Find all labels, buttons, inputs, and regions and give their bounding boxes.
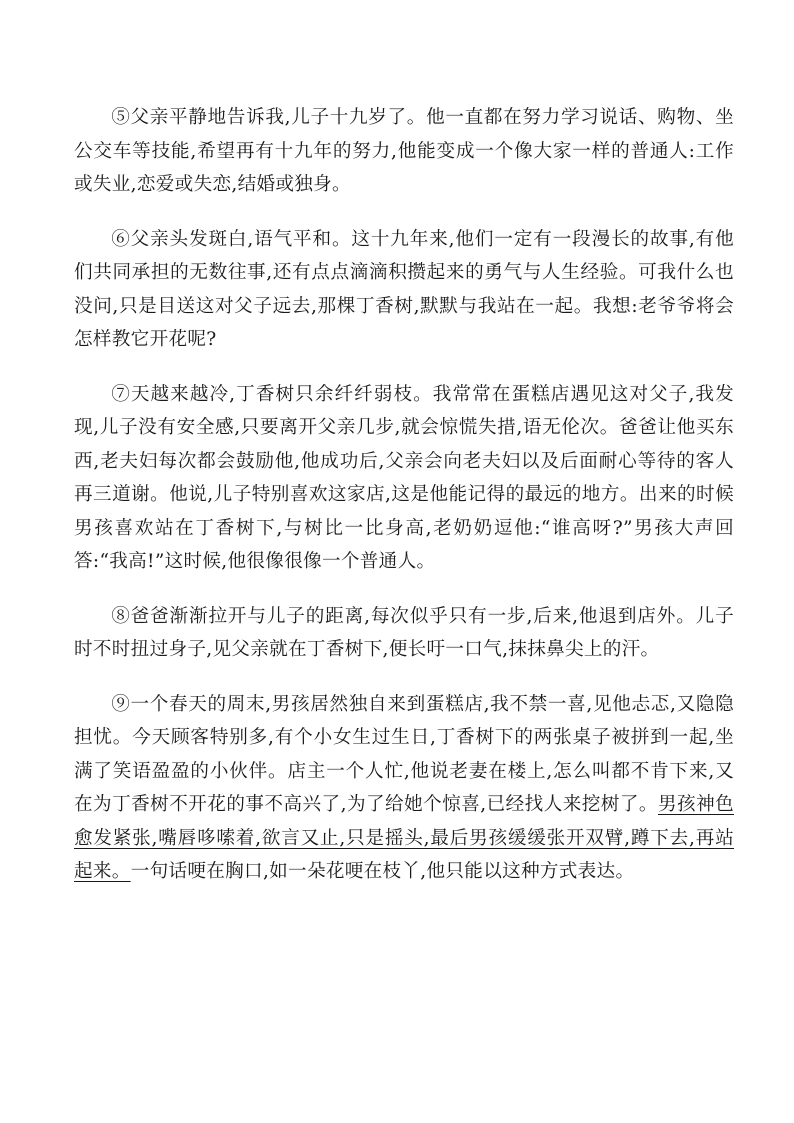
underlined-sentence: 男孩神色愈发紧张,嘴唇哆嗦着,欲言又止,只是摇头,最后男孩缓缓张开双臂,蹲下去,再站起来。	[74, 794, 735, 882]
paragraph-5: ⑤父亲平静地告诉我,儿子十九岁了。他一直都在努力学习说话、购物、坐公交车等技能,希望再有十九年的努力,他能变成一个像大家一样的普通人:工作或失业,恋爱或失恋,结婚或独身。	[74, 107, 734, 195]
paragraph-6: ⑥父亲头发斑白,语气平和。这十九年来,他们一定有一段漫长的故事,有他们共同承担的无数往事,还有点点滴滴积攒起来的勇气与人生经验。可我什么也没问,只是目送这对父子远去,那棵丁香树,默默与我站在一起。我想:老爷爷将会怎样教它开花呢?	[74, 228, 734, 350]
paragraph-7: ⑦天越来越冷,丁香树只余纤纤弱枝。我常常在蛋糕店遇见这对父子,我发现,儿子没有安全感,只要离开父亲几步,就会惊慌失措,语无伦次。爸爸让他买东西,老夫妇每次都会鼓励他,他成功后,父亲会向老夫妇以及后面耐心等待的客人再三道谢。他说,儿子特别喜欢这家店,这是他能记得的最远的地方。出来的时候男孩喜欢站在丁香树下,与树比一比身高,老奶奶逗他:“谁高呀?”男孩大声回答:“我高!”这时候,他很像很像一个普通人。	[74, 383, 734, 572]
paragraph-9	[74, 688, 734, 889]
paragraph-9-ending: 一句话哽在胸口,如一朵花哽在枝丫,他只能以这种方式表达。	[130, 861, 635, 882]
paragraph-8: ⑧爸爸渐渐拉开与儿子的距离,每次似乎只有一步,后来,他退到店外。儿子时不时扭过身子,见父亲就在丁香树下,便长吁一口气,抹抹鼻尖上的汗。	[74, 605, 734, 660]
paragraph-9-text: ⑨一个春天的周末,男孩居然独自来到蛋糕店,我不禁一喜,见他忐忑,又隐隐担忧。今天顾客特别多,有个小女生过生日,丁香树下的两张桌子被拼到一起,坐满了笑语盈盈的小伙伴。店主一个人忙,他说老妻在楼上,怎么叫都不肯下来,又在为丁香树不开花的事不高兴了,为了给她个惊喜,已经找人来挖树了。	[74, 693, 734, 815]
